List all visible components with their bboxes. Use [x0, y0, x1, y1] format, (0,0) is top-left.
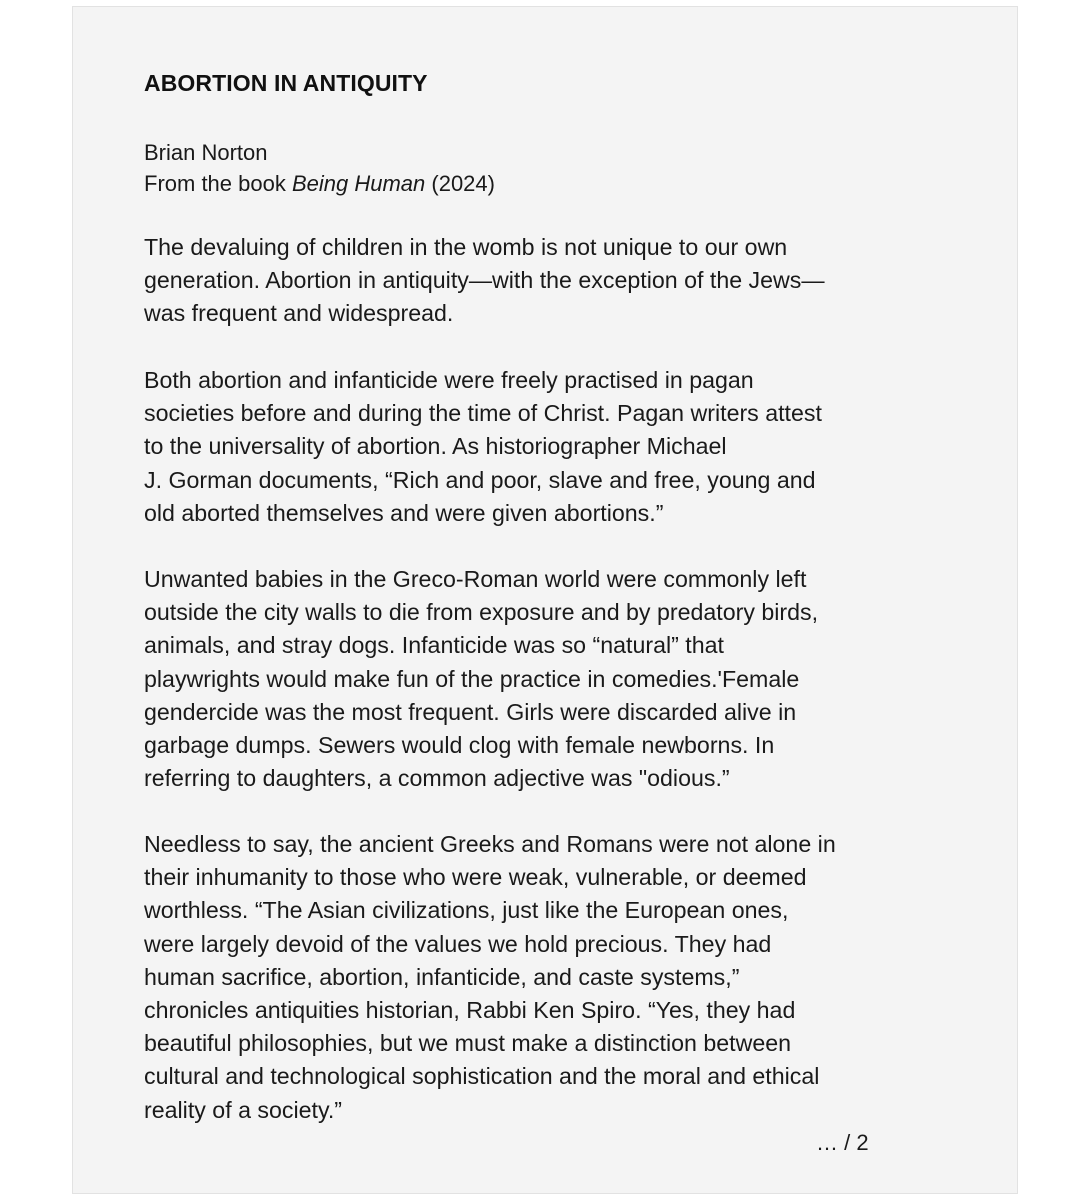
- paragraph-line: Needless to say, the ancient Greeks and Romans were not alone in: [144, 831, 836, 857]
- paragraph-line: gendercide was the most frequent. Girls were discarded alive in: [144, 698, 797, 725]
- source-line: [144, 168, 495, 199]
- paragraph-1: [144, 231, 825, 331]
- paragraph-line: animals, and stray dogs. Infanticide was so “natural” that: [144, 632, 724, 659]
- paragraph-line: cultural and technological sophistication and the moral and ethical: [144, 1063, 820, 1090]
- paragraph-2: [144, 364, 822, 530]
- paragraph-line: their inhumanity to those who were weak, vulnerable, or deemed: [144, 864, 807, 891]
- page-continuation-marker: … / 2: [816, 1130, 869, 1155]
- paragraph-line: beautiful philosophies, but we must make a distinction between: [144, 1030, 792, 1057]
- paragraph-line: J. Gorman documents, “Rich and poor, slave and free, young and: [144, 466, 816, 493]
- paragraph-line: chronicles antiquities historian, Rabbi Ken Spiro. “Yes, they had: [144, 997, 796, 1024]
- author-name: Brian Norton: [144, 140, 268, 165]
- paragraph-line: worthless. “The Asian civilizations, just like the European ones,: [144, 897, 789, 924]
- book-title: Being Human: [291, 171, 426, 196]
- paragraph-line: reality of a society.”: [144, 1096, 343, 1123]
- paragraph-line: to the universality of abortion. As historiographer Michael: [144, 433, 727, 460]
- paragraph-line: societies before and during the time of Christ. Pagan writers attest: [144, 400, 822, 427]
- paragraph-line: outside the city walls to die from exposure and by predatory birds,: [144, 599, 819, 626]
- paragraph-line: Unwanted babies in the Greco-Roman world were commonly left: [144, 566, 807, 592]
- paragraph-line: Both abortion and infanticide were freely practised in pagan: [144, 367, 754, 393]
- source-suffix: (2024): [425, 171, 495, 196]
- paragraph-line: human sacrifice, abortion, infanticide, and caste systems,”: [144, 963, 740, 990]
- paragraph-line: playwrights would make fun of the practice in comedies.'Female: [144, 665, 800, 692]
- paragraph-line: referring to daughters, a common adjective was "odious.”: [144, 765, 730, 792]
- article-title: ABORTION IN ANTIQUITY: [144, 70, 428, 96]
- paragraph-4: [144, 828, 836, 1127]
- source-prefix: From the book: [144, 171, 292, 196]
- paragraph-line: generation. Abortion in antiquity—with the exception of the Jews—: [144, 267, 825, 294]
- paragraph-line: were largely devoid of the values we hold precious. They had: [144, 930, 772, 957]
- paragraph-line: The devaluing of children in the womb is not unique to our own: [144, 234, 788, 260]
- paragraph-line: garbage dumps. Sewers would clog with female newborns. In: [144, 732, 775, 759]
- paragraph-line: was frequent and widespread.: [144, 300, 454, 327]
- paragraph-3: [144, 563, 818, 795]
- paragraph-line: old aborted themselves and were given abortions.”: [144, 499, 664, 526]
- byline: [144, 137, 495, 199]
